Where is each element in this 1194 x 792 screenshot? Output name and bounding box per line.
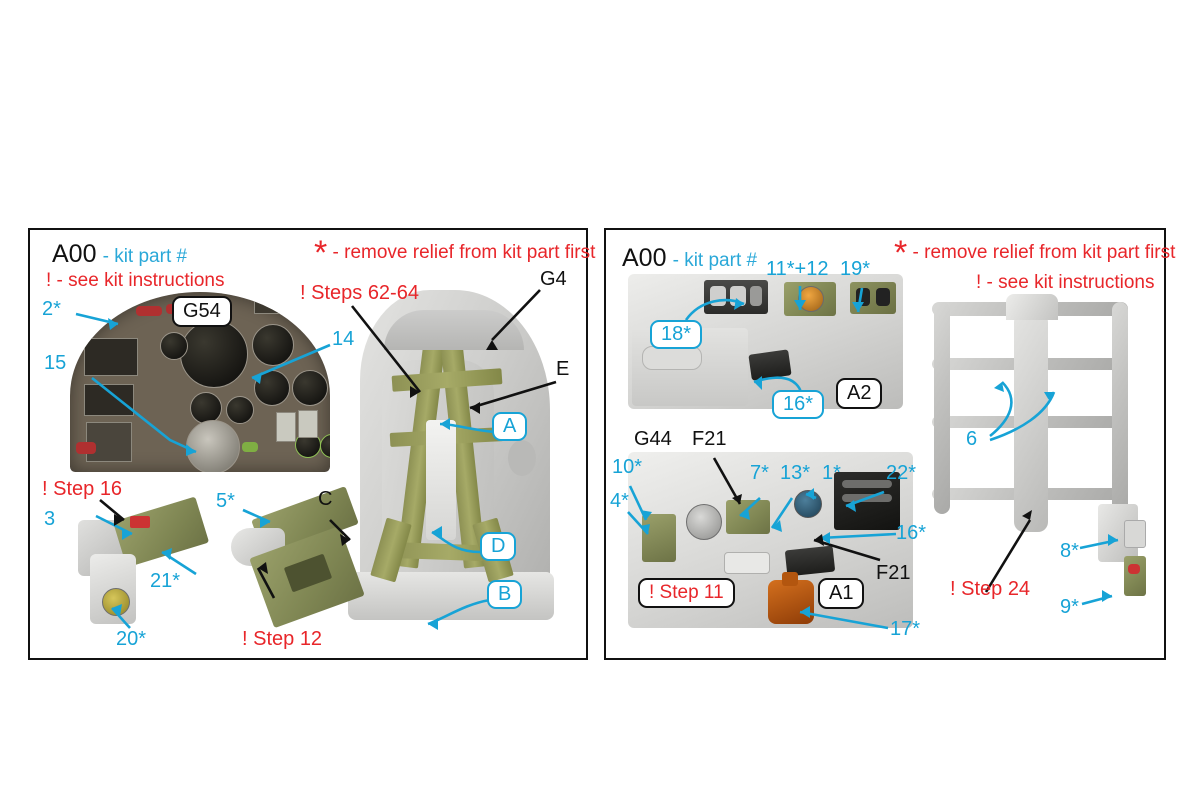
callout-17: 17* bbox=[890, 618, 921, 640]
legend-star-text: - remove relief from kit part first bbox=[912, 242, 1176, 263]
callout-step-16: ! Step 16 bbox=[42, 478, 123, 500]
asterisk-icon: * bbox=[314, 234, 328, 272]
callout-steps-62-64: ! Steps 62-64 bbox=[300, 282, 419, 304]
legend-kit-code: A00 bbox=[52, 240, 97, 268]
callout-22: 22* bbox=[886, 462, 917, 484]
callout-10: 10* bbox=[612, 456, 643, 478]
callout-A: A bbox=[492, 412, 527, 441]
legend-kit-text: - kit part # bbox=[672, 250, 758, 271]
legend-kit-code: A00 bbox=[622, 244, 667, 272]
legend-instructions-right: ! - see kit instructions bbox=[976, 272, 1155, 293]
legend-star-text: - remove relief from kit part first bbox=[332, 242, 596, 263]
callout-D: D bbox=[480, 532, 516, 561]
callout-20: 20* bbox=[116, 628, 147, 650]
callout-7: 7* bbox=[750, 462, 769, 484]
callout-step-11: ! Step 11 bbox=[638, 578, 735, 608]
callout-1: 1* bbox=[822, 462, 841, 484]
callout-E: E bbox=[556, 358, 570, 380]
callout-13: 13* bbox=[780, 462, 811, 484]
callout-C: C bbox=[318, 488, 333, 510]
callout-16-top: 16* bbox=[772, 390, 824, 419]
callout-G44: G44 bbox=[634, 428, 672, 450]
callout-16-right: 16* bbox=[896, 522, 927, 544]
callout-11-12: 11*+12 bbox=[766, 258, 829, 280]
callout-4: 4* bbox=[610, 490, 629, 512]
callout-8: 8* bbox=[1060, 540, 1079, 562]
callout-G54: G54 bbox=[172, 296, 232, 327]
callout-21: 21* bbox=[150, 570, 181, 592]
part-assembly-left-art bbox=[70, 502, 220, 632]
callout-3: 3 bbox=[44, 508, 56, 530]
callout-step-12: ! Step 12 bbox=[242, 628, 323, 650]
callout-18: 18* bbox=[650, 320, 702, 349]
legend-instructions-left: ! - see kit instructions bbox=[46, 270, 225, 291]
legend-star-right bbox=[894, 234, 1176, 272]
callout-9: 9* bbox=[1060, 596, 1079, 618]
part-assembly-mid-art bbox=[225, 498, 365, 628]
callout-F21-bottom: F21 bbox=[876, 562, 911, 584]
callout-A1: A1 bbox=[818, 578, 864, 609]
callout-A2: A2 bbox=[836, 378, 882, 409]
callout-G4: G4 bbox=[540, 268, 567, 290]
callout-5: 5* bbox=[216, 490, 235, 512]
legend-star-left bbox=[314, 234, 596, 272]
legend-kit-text: - kit part # bbox=[102, 246, 188, 267]
callout-F21-top: F21 bbox=[692, 428, 727, 450]
seat-assembly-art bbox=[330, 280, 580, 638]
legend-kit-left bbox=[52, 240, 187, 269]
callout-step-24: ! Step 24 bbox=[950, 578, 1031, 600]
legend-kit-right bbox=[622, 244, 757, 273]
callout-2: 2* bbox=[42, 298, 61, 320]
callout-19: 19* bbox=[840, 258, 871, 280]
callout-6: 6 bbox=[966, 428, 978, 450]
callout-B: B bbox=[487, 580, 522, 609]
asterisk-icon: * bbox=[894, 234, 908, 272]
callout-15: 15 bbox=[44, 352, 67, 374]
frame-structure-art bbox=[928, 292, 1142, 592]
callout-14: 14 bbox=[332, 328, 355, 350]
